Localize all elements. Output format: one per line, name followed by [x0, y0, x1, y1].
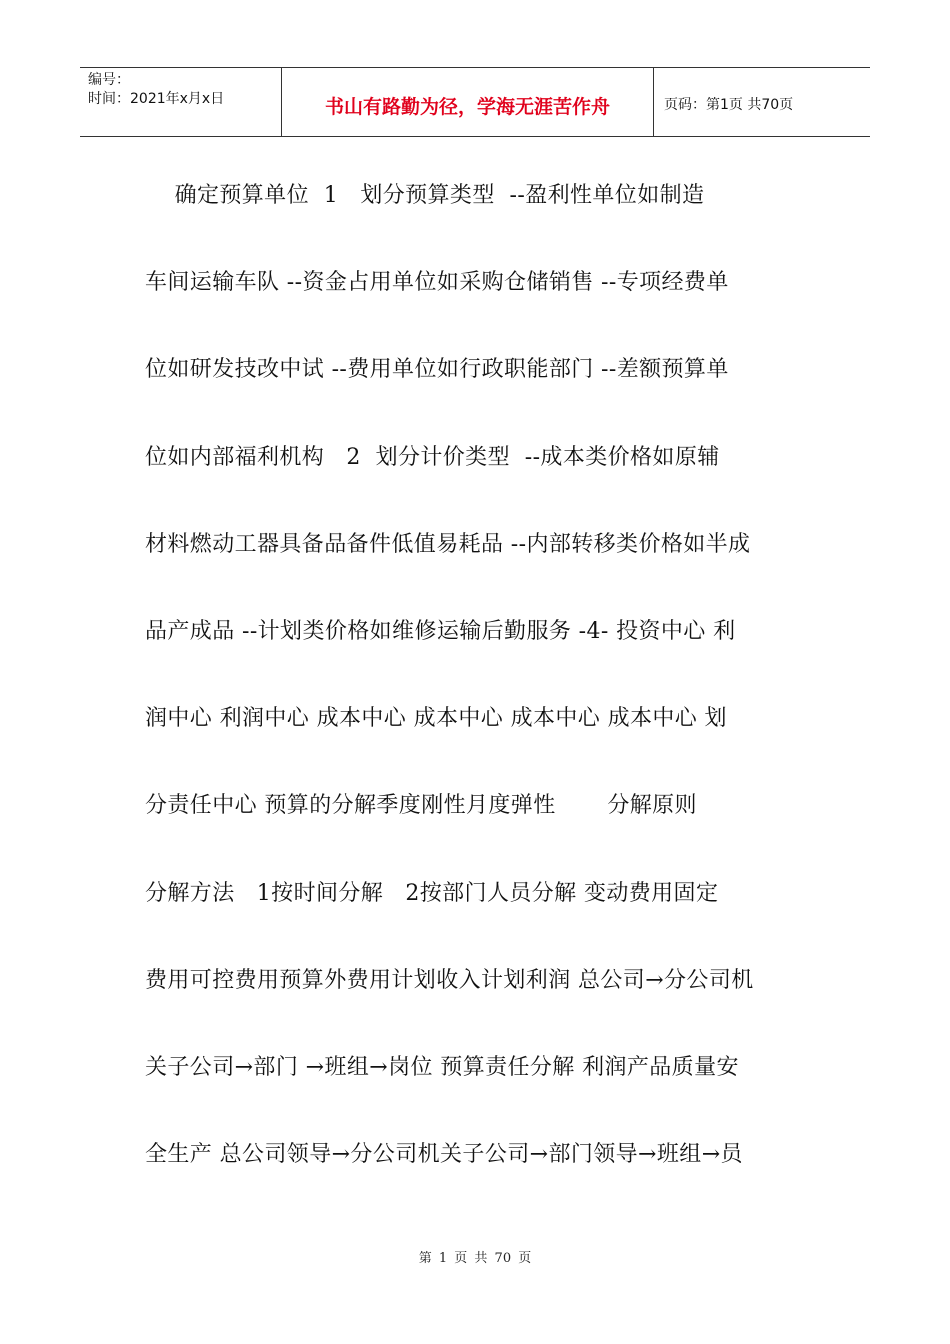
document-number-label: 编号： [88, 72, 130, 88]
body-line: 材料燃动工器具备品备件低值易耗品 --内部转移类价格如半成 [145, 531, 751, 557]
body-line: 费用可控费用预算外费用计划收入计划利润 总公司→分公司机 [145, 967, 754, 993]
page-header [80, 67, 870, 137]
document-date: 时间：2021年x月x日 [88, 91, 225, 107]
body-line: 位如内部福利机构 2 划分计价类型 --成本类价格如原辅 [145, 444, 720, 470]
body-line: 品产成品 --计划类价格如维修运输后勤服务 -4- 投资中心 利 [145, 619, 736, 645]
header-motto: 书山有路勤为径，学海无涯苦作舟 [282, 68, 654, 136]
body-line: 车间运输车队 --资金占用单位如采购仓储销售 --专项经费单 [145, 270, 729, 296]
body-line: 确定预算单位 1 划分预算类型 --盈利性单位如制造 [145, 183, 705, 208]
body-line: 分责任中心 预算的分解季度刚性月度弹性 分解原则 [145, 793, 697, 819]
body-line: 润中心 利润中心 成本中心 成本中心 成本中心 成本中心 划 [145, 706, 727, 732]
header-page-info: 页码：第1页 共70页 [664, 97, 794, 113]
header-meta [80, 68, 282, 136]
body-line: 关子公司→部门 →班组→岗位 预算责任分解 利润产品质量安 [145, 1055, 739, 1081]
body-line: 位如研发技改中试 --费用单位如行政职能部门 --差额预算单 [145, 357, 729, 383]
body-line: 全生产 总公司领导→分公司机关子公司→部门领导→班组→员 [145, 1142, 743, 1168]
page-footer: 第 1 页 共 70 页 [418, 1251, 532, 1266]
document-body [145, 152, 808, 1198]
body-line: 分解方法 1按时间分解 2按部门人员分解 变动费用固定 [145, 880, 719, 906]
